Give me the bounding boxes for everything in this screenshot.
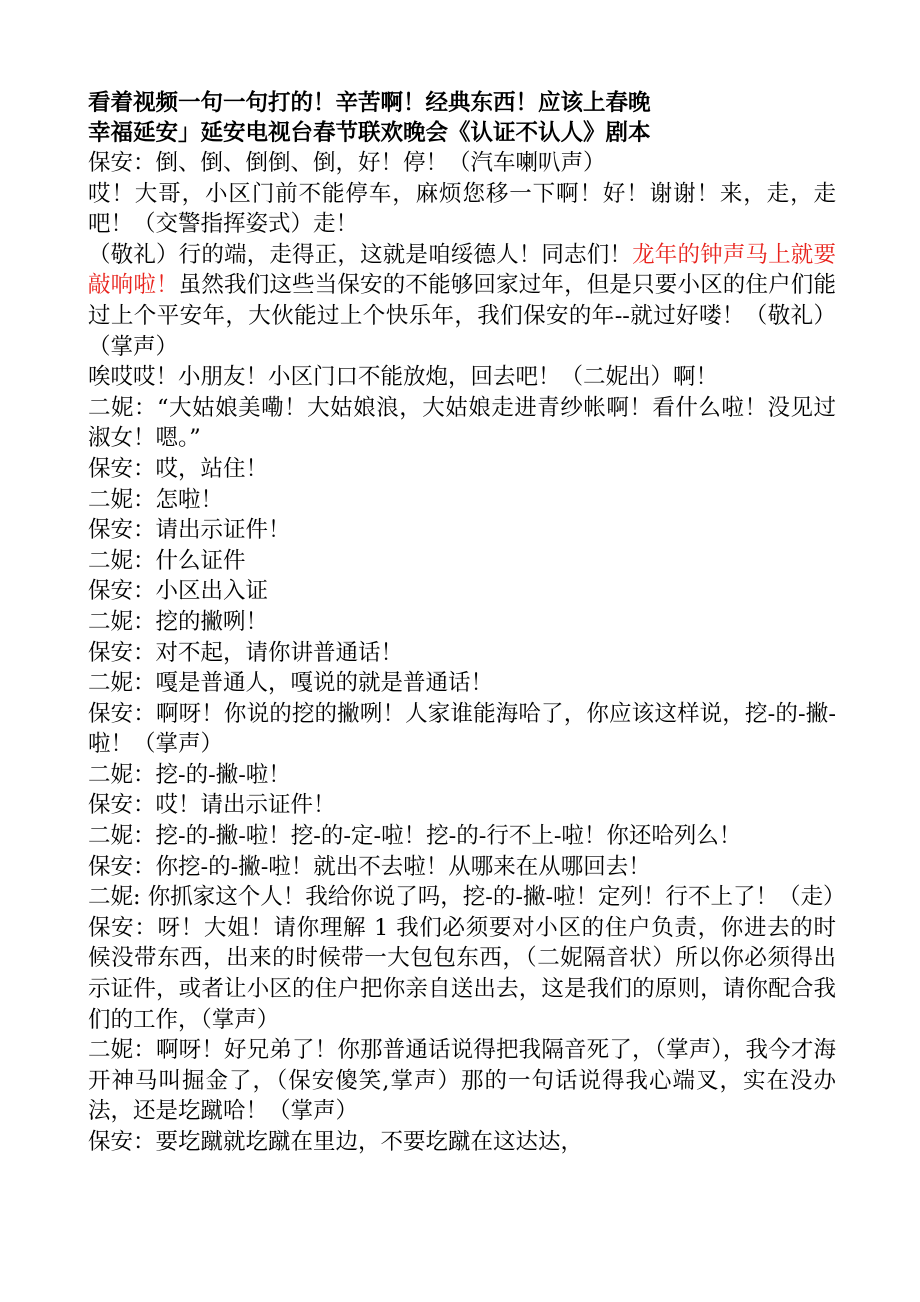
- script-line: 保安：哎！请出示证件！: [88, 792, 336, 819]
- script-line: 二妮：“大姑娘美嘞！大姑娘浪，大姑娘走进青纱帐啊！看什么啦！没见过淑女！嗯。”: [88, 394, 836, 452]
- script-line: 保安：对不起，请你讲普通话！: [88, 639, 404, 666]
- script-line: 保安：倒、倒、倒倒、倒，好！停！（汽车喇叭声）: [88, 150, 606, 176]
- script-line: 保安：要圪蹴就圪蹴在里边，不要圪蹴在这达达，: [88, 1129, 584, 1155]
- script-line: 保安：请出示证件！: [88, 517, 291, 544]
- script-line: 保安：哎，站住！: [88, 455, 269, 482]
- script-line: 二妮：挖-的-撇-啦！挖-的-定-啦！挖-的-行不上-啦！你还哈列么！: [88, 823, 742, 850]
- script-text: （敬礼）行的端，走得正，这就是咱绥德人！同志们！: [88, 241, 633, 268]
- script-text: 虽然我们这些当保安的不能够回家过年，但是只要小区的住户们能过上个平安年，大伙能过上个快乐年，我们保安的年--就过好喽！（敬礼）（掌声）: [88, 272, 836, 360]
- script-line: 二妮: 你抓家这个人！我给你说了吗，挖-的-撇-啦！定列！行不上了！（走）: [88, 884, 846, 911]
- document-page: [88, 88, 846, 1158]
- document-title-line-2: 幸福延安」延安电视台春节联欢晚会《认证不认人》剧本: [88, 120, 651, 146]
- script-line: 二妮：挖的撇咧！: [88, 608, 269, 635]
- script-line-with-highlight: [88, 240, 836, 362]
- script-line: 保安：呀！大姐！请你理解 1 我们必须要对小区的住户负责，你进去的时候没带东西，出来的时候带一大包包东西，（二妮隔音状）所以你必须得出示证件，或者让小区的住户把你亲自送出去，这是我们的原则，请你配合我们的工作，（掌声）: [88, 914, 836, 1033]
- script-line: 二妮：嘎是普通人，嘎说的就是普通话！: [88, 670, 494, 697]
- script-line: 二妮：什么证件: [88, 547, 246, 574]
- script-line: 保安：啊呀！你说的挖的撇咧！人家谁能海哈了，你应该这样说，挖-的-撇-啦！（掌声）: [88, 700, 836, 758]
- script-line: 二妮：啊呀！好兄弟了！你那普通话说得把我隔音死了，（掌声），我今才海开神马叫掘金了，（保安傻笑,掌声）那的一句话说得我心端叉，实在没办法，还是圪蹴哈！（掌声）: [88, 1037, 836, 1125]
- script-line: 二妮：怎啦！: [88, 486, 224, 513]
- document-title-line-1: 看着视频一句一句打的！辛苦啊！经典东西！应该上春晚: [88, 90, 651, 116]
- script-line: 二妮：挖-的-撇-啦！: [88, 761, 291, 788]
- highlighted-text: 龙年的钟声马上就要敲响啦！: [88, 241, 836, 299]
- script-line: 唉哎哎！小朋友！小区门口不能放炮，回去吧！（二妮出）啊！: [88, 364, 719, 391]
- script-line: 哎！大哥，小区门前不能停车，麻烦您移一下啊！好！谢谢！来，走，走吧！（交警指挥姿式）走！: [88, 180, 836, 238]
- script-line: 保安：你挖-的-撇-啦！就出不去啦！从哪来在从哪回去！: [88, 853, 651, 880]
- script-line: 保安：小区出入证: [88, 578, 269, 605]
